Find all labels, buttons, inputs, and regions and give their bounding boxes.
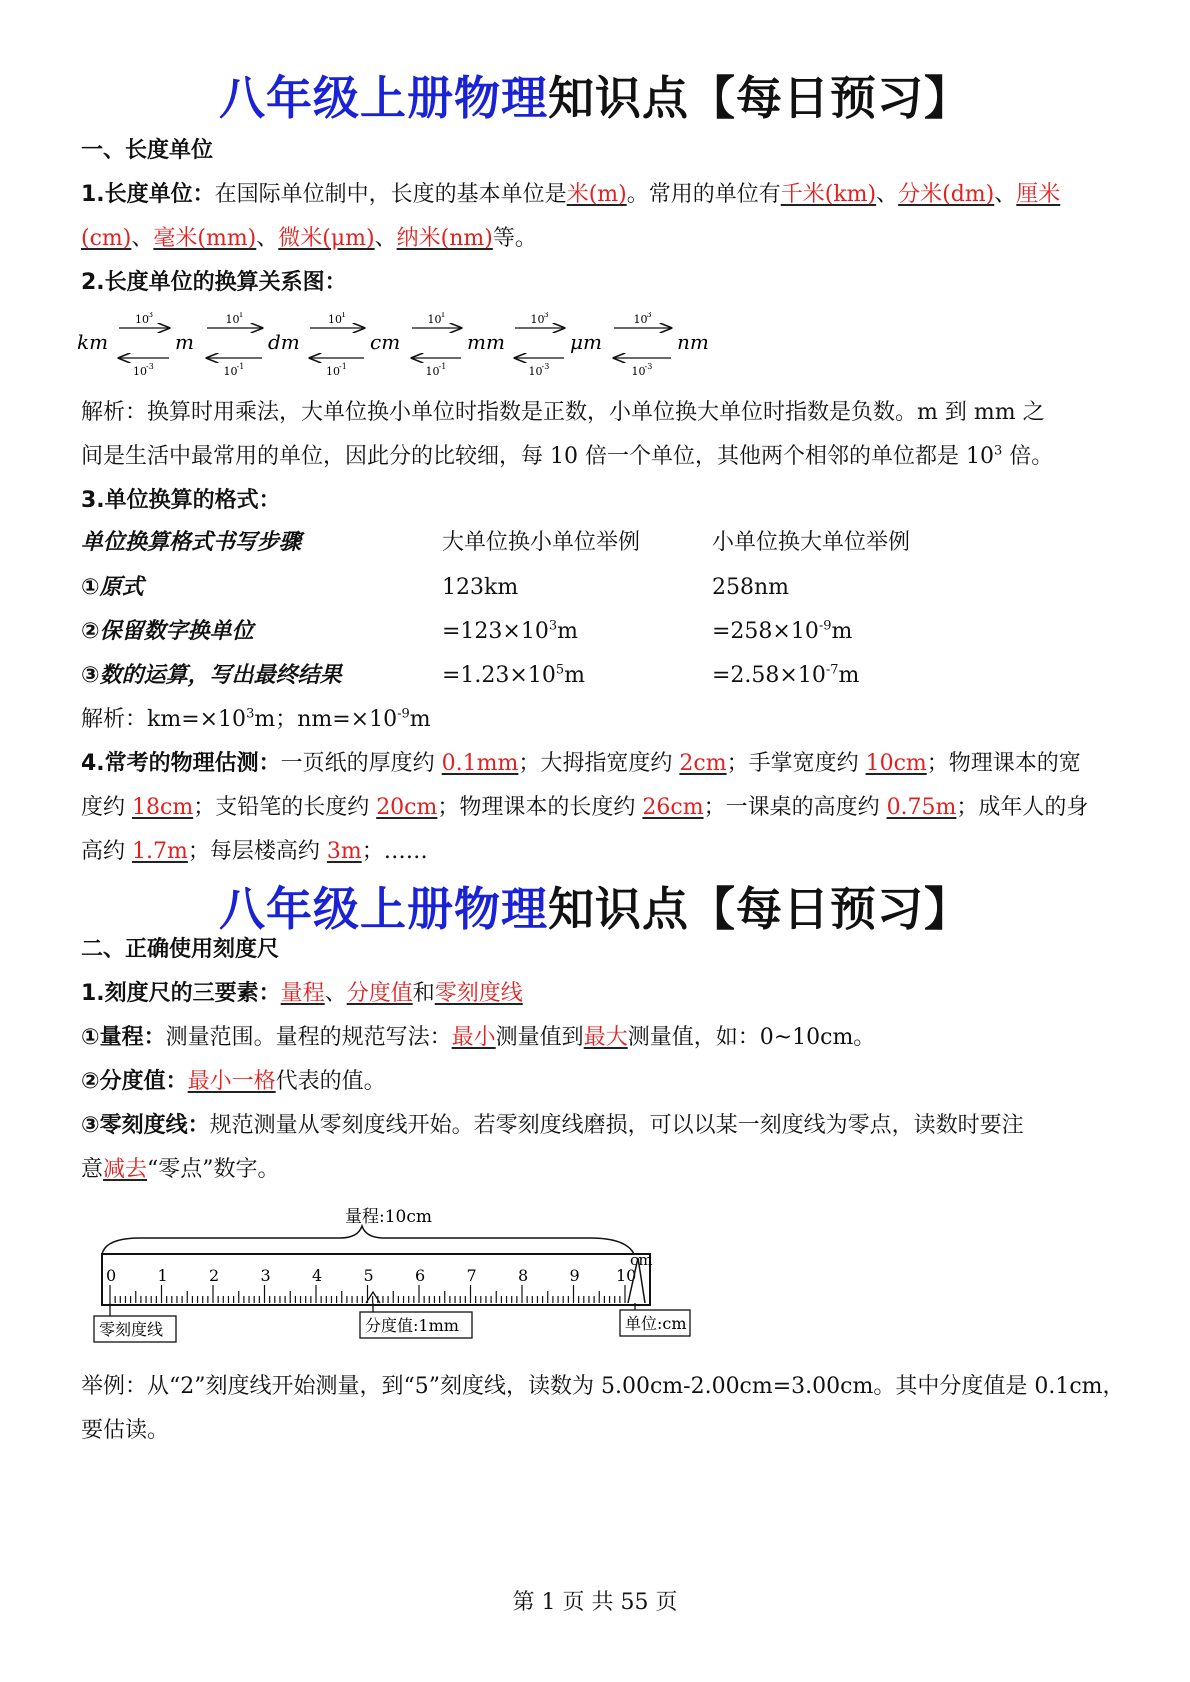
ruler-number: 7	[466, 1266, 477, 1285]
estimates-line3: 高约 1.7m；每层楼高约 3m；……	[81, 839, 428, 864]
unit-label-1: m	[175, 330, 194, 354]
estimate-answer: 3m	[326, 839, 362, 864]
estimate-answer: 0.75m	[886, 795, 957, 820]
table-row-small: $=258\times 10^{-9}m$	[712, 618, 853, 644]
analysis1-line1: 解析：换算时用乘法，大单位换小单位时指数是正数，小单位换大单位时指数是负数。m 到 mm 之	[81, 400, 1045, 425]
factor-down-exp: -1	[236, 362, 245, 371]
analysis1-line2: 间是生活中最常用的单位，因此分的比较细，每 10 倍一个单位，其他两个相邻的单位都是 $10^3$ 倍。	[81, 443, 1054, 469]
factor-down: 10	[528, 365, 543, 378]
zero-line2: 意减去“零点”数字。	[81, 1157, 280, 1182]
ruler-number: 9	[569, 1266, 580, 1285]
title-black: 知识点【每日预习】	[548, 71, 971, 125]
answer-nm: 纳米(nm)	[396, 226, 493, 251]
factor-down-exp: -1	[339, 362, 347, 371]
table-row-big: $=123\times 10^3m$	[442, 618, 579, 644]
factor-down: 10	[631, 365, 646, 378]
factor-up: 10	[328, 313, 342, 326]
conversion-heading: 2.长度单位的换算关系图：	[81, 270, 347, 295]
estimates-line2: 度约 18cm；支铅笔的长度约 20cm；物理课本的长度约 26cm；一课桌的高度约 0.75m；成年人的身	[81, 795, 1089, 820]
division-label: 分度值:1mm	[365, 1316, 459, 1335]
ruler-number: 4	[312, 1266, 323, 1285]
ruler-diagram	[90, 1200, 750, 1450]
factor-down-exp: -3	[146, 362, 154, 371]
factor-down: 10	[425, 365, 440, 378]
unit-label-6: nm	[677, 330, 709, 354]
estimate-answer: 1.7m	[132, 839, 188, 864]
table-row-step: ①原式	[81, 575, 144, 600]
factor-up-exp: 3	[148, 312, 154, 319]
factor-up-exp: 3	[646, 312, 652, 319]
ruler-number: 6	[415, 1266, 426, 1285]
section1-heading: 一、长度单位	[81, 138, 214, 163]
estimate-answer: 2cm	[679, 751, 727, 776]
section2-heading: 二、正确使用刻度尺	[81, 937, 280, 962]
factor-up-exp: 3	[543, 312, 549, 319]
unit-label-3: cm	[370, 330, 401, 354]
factor-down-exp: -3	[541, 362, 550, 371]
factor-down: 10	[326, 365, 340, 378]
factor-down: 10	[133, 365, 147, 378]
page-title	[0, 62, 1190, 128]
answer-cm: 厘米	[1016, 182, 1061, 207]
ruler-unit-mark: cm	[630, 1251, 653, 1269]
analysis2: 解析：$km=\times 10^3m$；$nm=\times 10^{-9}m$	[81, 706, 431, 732]
range-line: ①量程：测量范围。量程的规范写法：最小测量值到最大测量值，如：0~10cm。	[81, 1025, 876, 1050]
factor-up: 10	[633, 313, 648, 326]
table-row-big: 123km	[442, 575, 519, 600]
example-line1: 举例：从“2”刻度线开始测量，到“5”刻度线，读数为 5.00cm-2.00cm=3.00cm。其中分度值是 0.1cm，	[81, 1374, 1125, 1399]
unit-label-4: mm	[467, 330, 505, 354]
answer-um: 微米(μm)	[278, 226, 375, 251]
ruler-number: 2	[209, 1266, 220, 1285]
zero-line1: ③零刻度线：规范测量从零刻度线开始。若零刻度线磨损，可以以某一刻度线为零点，读数时要注	[81, 1113, 1024, 1138]
length-unit-line2: (cm)、毫米(mm)、微米(μm)、纳米(nm)等。	[81, 226, 537, 251]
estimate-answer: 18cm	[132, 795, 194, 820]
factor-up-exp: 1	[341, 312, 347, 319]
unit-label-5: μm	[570, 330, 602, 354]
title-blue: 八年级上册物理	[219, 71, 548, 125]
estimate-answer: 0.1mm	[441, 751, 519, 776]
table-header-small: 小单位换大单位举例	[712, 530, 911, 555]
format-heading: 3.单位换算的格式：	[81, 488, 281, 513]
table-row-small: $=2.58\times 10^{-7}m$	[712, 662, 860, 688]
page-footer: 第 1 页 共 55 页	[512, 1590, 678, 1615]
factor-up: 10	[135, 313, 149, 326]
unit-conversion-diagram	[75, 312, 775, 382]
length-unit-line1: 1.长度单位：在国际单位制中，长度的基本单位是米(m)。常用的单位有千米(km)、分米(dm)、厘米	[81, 182, 1061, 207]
unit-label: 单位:cm	[625, 1314, 687, 1333]
estimates-line1: 4.常考的物理估测：一页纸的厚度约 0.1mm；大拇指宽度约 2cm；手掌宽度约 10cm；物理课本的宽	[81, 751, 1081, 776]
factor-down-exp: -3	[644, 362, 653, 371]
answer-mm: 毫米(mm)	[153, 226, 257, 251]
table-row-small: 258nm	[712, 575, 790, 600]
page-title-2: 八年级上册物理知识点【每日预习】	[219, 882, 971, 936]
answer-km: 千米(km)	[780, 182, 877, 207]
table-row-step: ②保留数字换单位	[81, 619, 254, 644]
factor-up: 10	[530, 313, 545, 326]
unit-label-0: km	[77, 330, 109, 354]
ruler-number: 1	[157, 1266, 168, 1285]
answer-meter: 米(m)	[566, 182, 627, 207]
ruler-number: 0	[106, 1266, 117, 1285]
zero-label: 零刻度线	[99, 1320, 164, 1339]
factor-down: 10	[223, 365, 238, 378]
table-row-big: $=1.23\times 10^5m$	[442, 662, 586, 688]
factor-up: 10	[427, 313, 442, 326]
factor-up: 10	[225, 313, 240, 326]
example-line2: 要估读。	[81, 1418, 170, 1443]
unit-label-2: dm	[268, 330, 300, 354]
range-label: 量程:10cm	[345, 1207, 433, 1227]
factor-down-exp: -1	[438, 362, 447, 371]
division-line: ②分度值：最小一格代表的值。	[81, 1069, 386, 1094]
answer-dm: 分米(dm)	[898, 182, 995, 207]
table-header-steps: 单位换算格式书写步骤	[81, 530, 302, 555]
table-row-step: ③数的运算，写出最终结果	[81, 663, 342, 688]
ruler-number: 10	[616, 1266, 637, 1285]
ruler-number: 3	[260, 1266, 271, 1285]
range-brace	[102, 1226, 634, 1254]
table-header-big: 大单位换小单位举例	[442, 530, 641, 555]
estimate-answer: 10cm	[865, 751, 927, 776]
factor-up-exp: 1	[440, 312, 446, 319]
estimate-answer: 26cm	[642, 795, 704, 820]
factor-up-exp: 1	[238, 312, 244, 319]
ruler-number: 5	[363, 1266, 374, 1285]
estimate-answer: 20cm	[376, 795, 438, 820]
ruler-number: 8	[518, 1266, 529, 1285]
ruler-elements: 1.刻度尺的三要素：量程、分度值和零刻度线	[81, 981, 523, 1006]
